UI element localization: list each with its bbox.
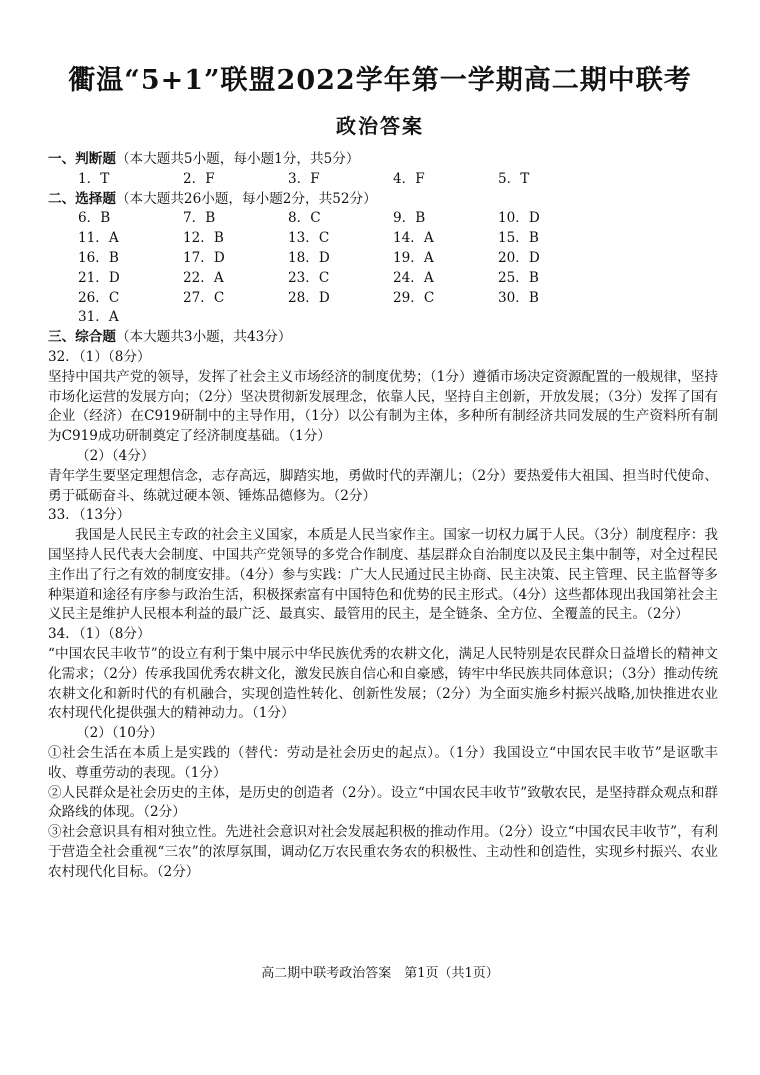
answer-item: 28．D bbox=[288, 289, 330, 306]
answer-item: 26．C bbox=[78, 289, 120, 306]
answer-item: 17．D bbox=[183, 249, 225, 266]
answer-item: 1．T bbox=[78, 170, 110, 187]
section-2-label: 二、选择题 bbox=[48, 190, 116, 207]
question-34-point-2: ②人民群众是社会历史的主体，是历史的创造者（2分）。设立“中国农民丰收节”致敬农民，是坚持群众观点和群众路线的体现。（2分） bbox=[48, 784, 718, 821]
question-34-point-1: ①社会生活在本质上是实践的（替代：劳动是社会历史的起点）。（1分）我国设立“中国农民丰收节”是讴歌丰收、尊重劳动的表现。（1分） bbox=[48, 744, 718, 781]
answer-item: 10．D bbox=[498, 210, 540, 227]
answer-item: 13．C bbox=[288, 230, 330, 247]
question-34-point-3: ③社会意识具有相对独立性。先进社会意识对社会发展起积极的推动作用。（2分）设立“中国农民丰收节”，有利于营造全社会重视“三农”的浓厚氛围，调动亿万农民重农务农的积极性、主动性和创造性，实现乡村振兴、农业农村现代化目标。（2分） bbox=[48, 824, 718, 880]
section-2-answers bbox=[48, 209, 718, 328]
answer-item: 24．A bbox=[393, 269, 434, 286]
answer-item: 12．B bbox=[183, 230, 224, 247]
answer-item: 20．D bbox=[498, 249, 540, 266]
answer-item: 18．D bbox=[288, 249, 330, 266]
answer-item: 7．B bbox=[183, 210, 216, 227]
section-1-heading bbox=[48, 150, 718, 170]
answer-item: 5．T bbox=[498, 170, 530, 187]
answer-item: 30．B bbox=[498, 289, 539, 306]
section-2-note: （本大题共26小题，每小题2分，共52分） bbox=[115, 190, 377, 207]
page-subtitle: 政治答案 bbox=[336, 114, 424, 138]
answer-item: 21．D bbox=[78, 269, 120, 286]
answer-item: 27．C bbox=[183, 289, 225, 306]
answer-item: 14．A bbox=[393, 230, 434, 247]
section-2-heading bbox=[48, 190, 718, 210]
answer-item: 29．C bbox=[393, 289, 435, 306]
answer-item: 31．A bbox=[78, 309, 119, 326]
answer-item: 25．B bbox=[498, 269, 539, 286]
question-32-number: 32．（1）（8分） bbox=[48, 348, 151, 365]
question-34-number: 34．（1）（8分） bbox=[48, 626, 151, 643]
section-3-heading bbox=[48, 328, 718, 348]
question-32-answer-1: 坚持中国共产党的领导，发挥了社会主义市场经济的制度优势；（1分）遵循市场决定资源配置的一般规律，坚持市场化运营的发展方向；（2分）坚决贯彻新发展理念，依靠人民，坚持自主创新，开放发展；（3分）发挥了国有企业（经济）在C919研制中的主导作用，（1分）以公有制为主体，多种所有制经济共同发展的生产资料所有制为C919成功研制奠定了经济制度基础。（1分） bbox=[48, 368, 718, 445]
section-1-answers bbox=[48, 170, 718, 190]
answer-item: 4．F bbox=[393, 170, 425, 187]
answer-item: 2．F bbox=[183, 170, 215, 187]
answer-item: 15．B bbox=[498, 230, 539, 247]
answer-content bbox=[48, 150, 718, 882]
answer-item: 22．A bbox=[183, 269, 224, 286]
question-33-number: 33．（13分） bbox=[48, 507, 131, 524]
question-34-answer-1: “中国农民丰收节”的设立有利于集中展示中华民族优秀的农耕文化，满足人民特别是农民群众日益增长的精神文化需求；（2分）传承我国优秀农耕文化，激发民族自信心和自豪感，铸牢中华民族共同体意识；（3分）推动传统农耕文化和新时代的有机融合，实现创造性转化、创新性发展；（2分）为全面实施乡村振兴战略,加快推进农业农村现代化提供强大的精神动力。（1分） bbox=[48, 645, 718, 722]
question-33-answer: 我国是人民民主专政的社会主义国家，本质是人民当家作主。国家一切权力属于人民。（3分）制度程序：我国坚持人民代表大会制度、中国共产党领导的多党合作制度、基层群众自治制度以及民主集中制等，对全过程民主作出了行之有效的制度安排。（4分）参与实践：广大人民通过民主协商、民主决策、民主管理、民主监督等多种渠道和途径有序参与政治生活，积极探索富有中国特色和优势的民主形式。（4分）这些都体现出我国第社会主义民主是维护人民根本利益的最广泛、最真实、最管用的民主，是全链条、全方位、全覆盖的民主。（2分） bbox=[48, 527, 718, 623]
section-1-note: （本大题共5小题，每小题1分，共5分） bbox=[115, 151, 360, 167]
answer-item: 9．B bbox=[393, 210, 426, 227]
answer-item: 8．C bbox=[288, 210, 321, 227]
page-title: 衢温“5+1”联盟2022学年第一学期高二期中联考 bbox=[68, 65, 692, 96]
answer-item: 16．B bbox=[78, 249, 119, 266]
section-1-label: 一、判断题 bbox=[48, 151, 116, 167]
answer-item: 23．C bbox=[288, 269, 330, 286]
question-32-sub-2: （2）（4分） bbox=[76, 447, 155, 464]
section-3-label: 三、综合题 bbox=[48, 329, 116, 346]
section-3-note: （本大题共3小题，共43分） bbox=[115, 329, 292, 346]
answer-item: 3．F bbox=[288, 170, 320, 187]
answer-item: 6．B bbox=[78, 210, 111, 227]
page-footer: 高二期中联考政治答案 第1页（共1页） bbox=[261, 966, 499, 981]
answer-item: 11．A bbox=[78, 230, 119, 247]
question-32-answer-2: 青年学生要坚定理想信念，志存高远，脚踏实地，勇做时代的弄潮儿；（2分）要热爱伟大祖国、担当时代使命、勇于砥砺奋斗、练就过硬本领、锤炼品德修为。（2分） bbox=[48, 467, 718, 504]
answer-item: 19．A bbox=[393, 249, 434, 266]
question-34-sub-2: （2）（10分） bbox=[76, 725, 164, 742]
